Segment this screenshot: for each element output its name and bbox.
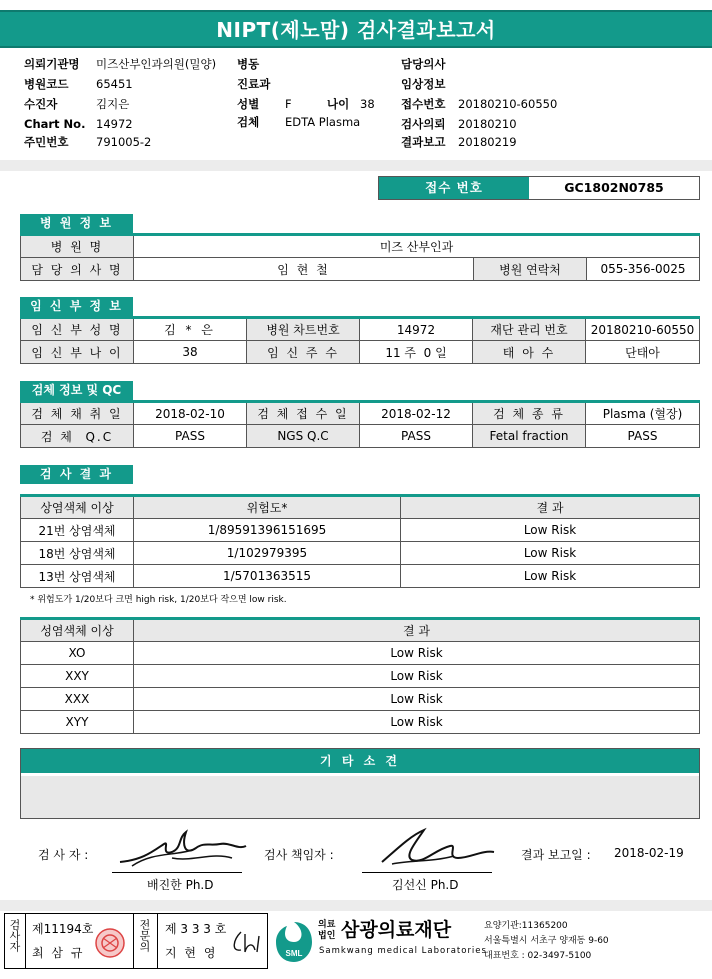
table-row <box>21 711 700 734</box>
table-row <box>21 519 700 542</box>
seal-stamp-icon <box>93 926 127 960</box>
collect-label: 검 체 채 취 일 <box>21 402 134 425</box>
autosome-col-header: 상염색체 이상 <box>21 496 134 519</box>
responsible-label: 검사 책임자 : <box>264 848 334 862</box>
report-title: NIPT(제노맘) 검사결과보고서 <box>0 10 712 48</box>
other-findings-body <box>21 773 699 818</box>
sex-chrom-col-header: 성염색체 이상 <box>21 619 134 642</box>
rrn-value: 791005-2 <box>96 135 152 149</box>
divider-band-bottom <box>0 900 712 911</box>
table-row <box>21 565 700 588</box>
divider-line <box>157 914 158 968</box>
license-number-2: 제 3 3 3 호 <box>165 922 227 936</box>
doctor-label: 담당의사 <box>401 57 446 71</box>
org-phone: 대표번호 : 02-3497-5100 <box>484 951 592 961</box>
collect-value: 2018-02-10 <box>134 402 247 425</box>
specimen-label: 검체 <box>237 115 260 129</box>
sex-chrom-result: Low Risk <box>134 688 700 711</box>
divider-band <box>0 160 712 171</box>
reported-label: 결과보고 <box>401 135 446 149</box>
preg-weeks-label: 임 신 주 수 <box>247 341 360 364</box>
responsible-signature <box>362 822 500 872</box>
receipt-label: 접수 번호 <box>379 177 529 199</box>
patient-header <box>0 54 712 158</box>
chart-label: Chart No. <box>24 117 86 131</box>
ngs-label: NGS Q.C <box>247 425 360 448</box>
result-value: Low Risk <box>401 542 700 565</box>
org-name-en: Samkwang medical Laboratories <box>319 946 487 956</box>
table-row <box>21 642 700 665</box>
divider-line <box>25 914 26 968</box>
preg-chart-value: 14972 <box>360 318 473 341</box>
org-prefix-top: 의료 <box>318 920 336 930</box>
req-org-label: 의뢰기관명 <box>24 57 80 71</box>
autosome-name: 13번 상염색체 <box>21 565 134 588</box>
risk-col-header: 위험도* <box>134 496 401 519</box>
ff-value: PASS <box>586 425 700 448</box>
license-box <box>4 913 268 969</box>
preg-age-label: 임 신 부 나 이 <box>21 341 134 364</box>
report-date-value: 2018-02-19 <box>614 846 684 860</box>
other-findings-title: 기 타 소 견 <box>21 749 699 773</box>
sex-chromosome-table <box>20 617 700 734</box>
accession-value: 20180210-60550 <box>458 97 558 111</box>
preg-weeks-value: 11 주 0 일 <box>360 341 473 364</box>
req-org-value: 미즈산부인과의원(밀양) <box>96 57 217 71</box>
dept-label: 진료과 <box>237 77 271 91</box>
requested-label: 검사의뢰 <box>401 117 446 131</box>
qc-value: PASS <box>134 425 247 448</box>
pathologist-signature <box>227 926 263 958</box>
license-number-1: 제11194호 <box>32 922 94 936</box>
risk-value: 1/5701363515 <box>134 565 401 588</box>
section-hospital: 병 원 정 보 <box>20 214 133 233</box>
preg-name-label: 임 신 부 성 명 <box>21 318 134 341</box>
type-value: Plasma (혈장) <box>586 402 700 425</box>
patient-value: 김지은 <box>96 97 130 111</box>
sex-chrom-name: XXX <box>21 688 134 711</box>
examiner-line <box>112 872 242 873</box>
hospital-table <box>20 233 700 281</box>
requested-value: 20180210 <box>458 117 517 131</box>
doctor-name-label: 담 당 의 사 명 <box>21 258 134 281</box>
sex-chrom-result: Low Risk <box>134 665 700 688</box>
ff-label: Fetal fraction <box>473 425 586 448</box>
section-specimen: 검체 정보 및 QC <box>20 381 133 400</box>
preg-mgmt-label: 재단 관리 번호 <box>473 318 586 341</box>
preg-name-value: 김 * 은 <box>134 318 247 341</box>
sex-chrom-name: XO <box>21 642 134 665</box>
examiner-name: 배진한 Ph.D <box>147 878 214 892</box>
sex-label: 성별 <box>237 97 260 111</box>
hospital-name-value: 미즈 산부인과 <box>134 235 700 258</box>
section-results: 검 사 결 과 <box>20 465 133 484</box>
org-name: 삼광의료재단 <box>341 919 452 941</box>
result-col-header: 결 과 <box>401 496 700 519</box>
license-name-1: 최 삼 규 <box>32 946 85 960</box>
receipt-value: GC1802N0785 <box>529 177 699 199</box>
sex-chrom-result: Low Risk <box>134 642 700 665</box>
sex-value: F <box>285 97 292 111</box>
patient-label: 수진자 <box>24 97 58 111</box>
age-label: 나이 <box>327 97 350 111</box>
receipt-box <box>378 176 700 200</box>
receive-label: 검 체 접 수 일 <box>247 402 360 425</box>
sex-chrom-name: XXY <box>21 665 134 688</box>
hosp-code-value: 65451 <box>96 77 133 91</box>
examiner-label: 검 사 자 : <box>38 848 89 862</box>
examiner-signature <box>112 822 250 872</box>
preg-age-value: 38 <box>134 341 247 364</box>
specimen-value: EDTA Plasma <box>285 115 361 129</box>
pregnant-table <box>20 316 700 364</box>
lab-logo-block <box>275 916 705 968</box>
pathologist-vertical-label: 전문의 <box>138 919 151 952</box>
hosp-code-label: 병원코드 <box>24 77 69 91</box>
chart-value: 14972 <box>96 117 133 131</box>
autosome-table <box>20 494 700 588</box>
risk-value: 1/89591396151695 <box>134 519 401 542</box>
hospital-name-label: 병 원 명 <box>21 235 134 258</box>
table-row <box>21 542 700 565</box>
table-row <box>21 688 700 711</box>
autosome-name: 21번 상염색체 <box>21 519 134 542</box>
result-value: Low Risk <box>401 519 700 542</box>
other-findings-box <box>20 748 700 819</box>
doctor-name-value: 임 현 철 <box>134 258 474 281</box>
facility-code: 요양기관:11365200 <box>484 921 568 931</box>
examiner-vertical-label: 검사자 <box>8 919 21 952</box>
report-date-label: 결과 보고일 : <box>521 848 591 862</box>
age-value: 38 <box>360 97 375 111</box>
reported-value: 20180219 <box>458 135 517 149</box>
license-name-2: 지 현 영 <box>165 946 218 960</box>
section-pregnant: 임 신 부 정 보 <box>20 297 133 316</box>
preg-fetus-label: 태 아 수 <box>473 341 586 364</box>
sex-chrom-result: Low Risk <box>134 711 700 734</box>
table-row <box>21 665 700 688</box>
responsible-line <box>362 872 492 873</box>
receive-value: 2018-02-12 <box>360 402 473 425</box>
sml-logo-icon <box>275 920 313 964</box>
risk-value: 1/102979395 <box>134 542 401 565</box>
risk-footnote: * 위험도가 1/20보다 크면 high risk, 1/20보다 작으면 low risk. <box>30 595 287 605</box>
type-label: 검 체 종 류 <box>473 402 586 425</box>
divider-line <box>133 914 134 968</box>
qc-label: 검 체 Q.C <box>21 425 134 448</box>
specimen-table <box>20 400 700 448</box>
org-address: 서울특별시 서초구 양재동 9-60 <box>484 936 609 946</box>
preg-fetus-value: 단태아 <box>586 341 700 364</box>
contact-value: 055-356-0025 <box>587 258 700 281</box>
responsible-name: 김선신 Ph.D <box>392 878 459 892</box>
sex-chrom-name: XYY <box>21 711 134 734</box>
ngs-value: PASS <box>360 425 473 448</box>
logo-badge-text: SML <box>285 949 303 958</box>
rrn-label: 주민번호 <box>24 135 69 149</box>
org-prefix-bottom: 법인 <box>318 931 336 941</box>
ward-label: 병동 <box>237 57 260 71</box>
sex-result-col-header: 결 과 <box>134 619 700 642</box>
contact-label: 병원 연락처 <box>474 258 587 281</box>
result-value: Low Risk <box>401 565 700 588</box>
autosome-name: 18번 상염색체 <box>21 542 134 565</box>
preg-chart-label: 병원 차트번호 <box>247 318 360 341</box>
preg-mgmt-value: 20180210-60550 <box>586 318 700 341</box>
accession-label: 접수번호 <box>401 97 446 111</box>
clinical-label: 임상정보 <box>401 77 446 91</box>
